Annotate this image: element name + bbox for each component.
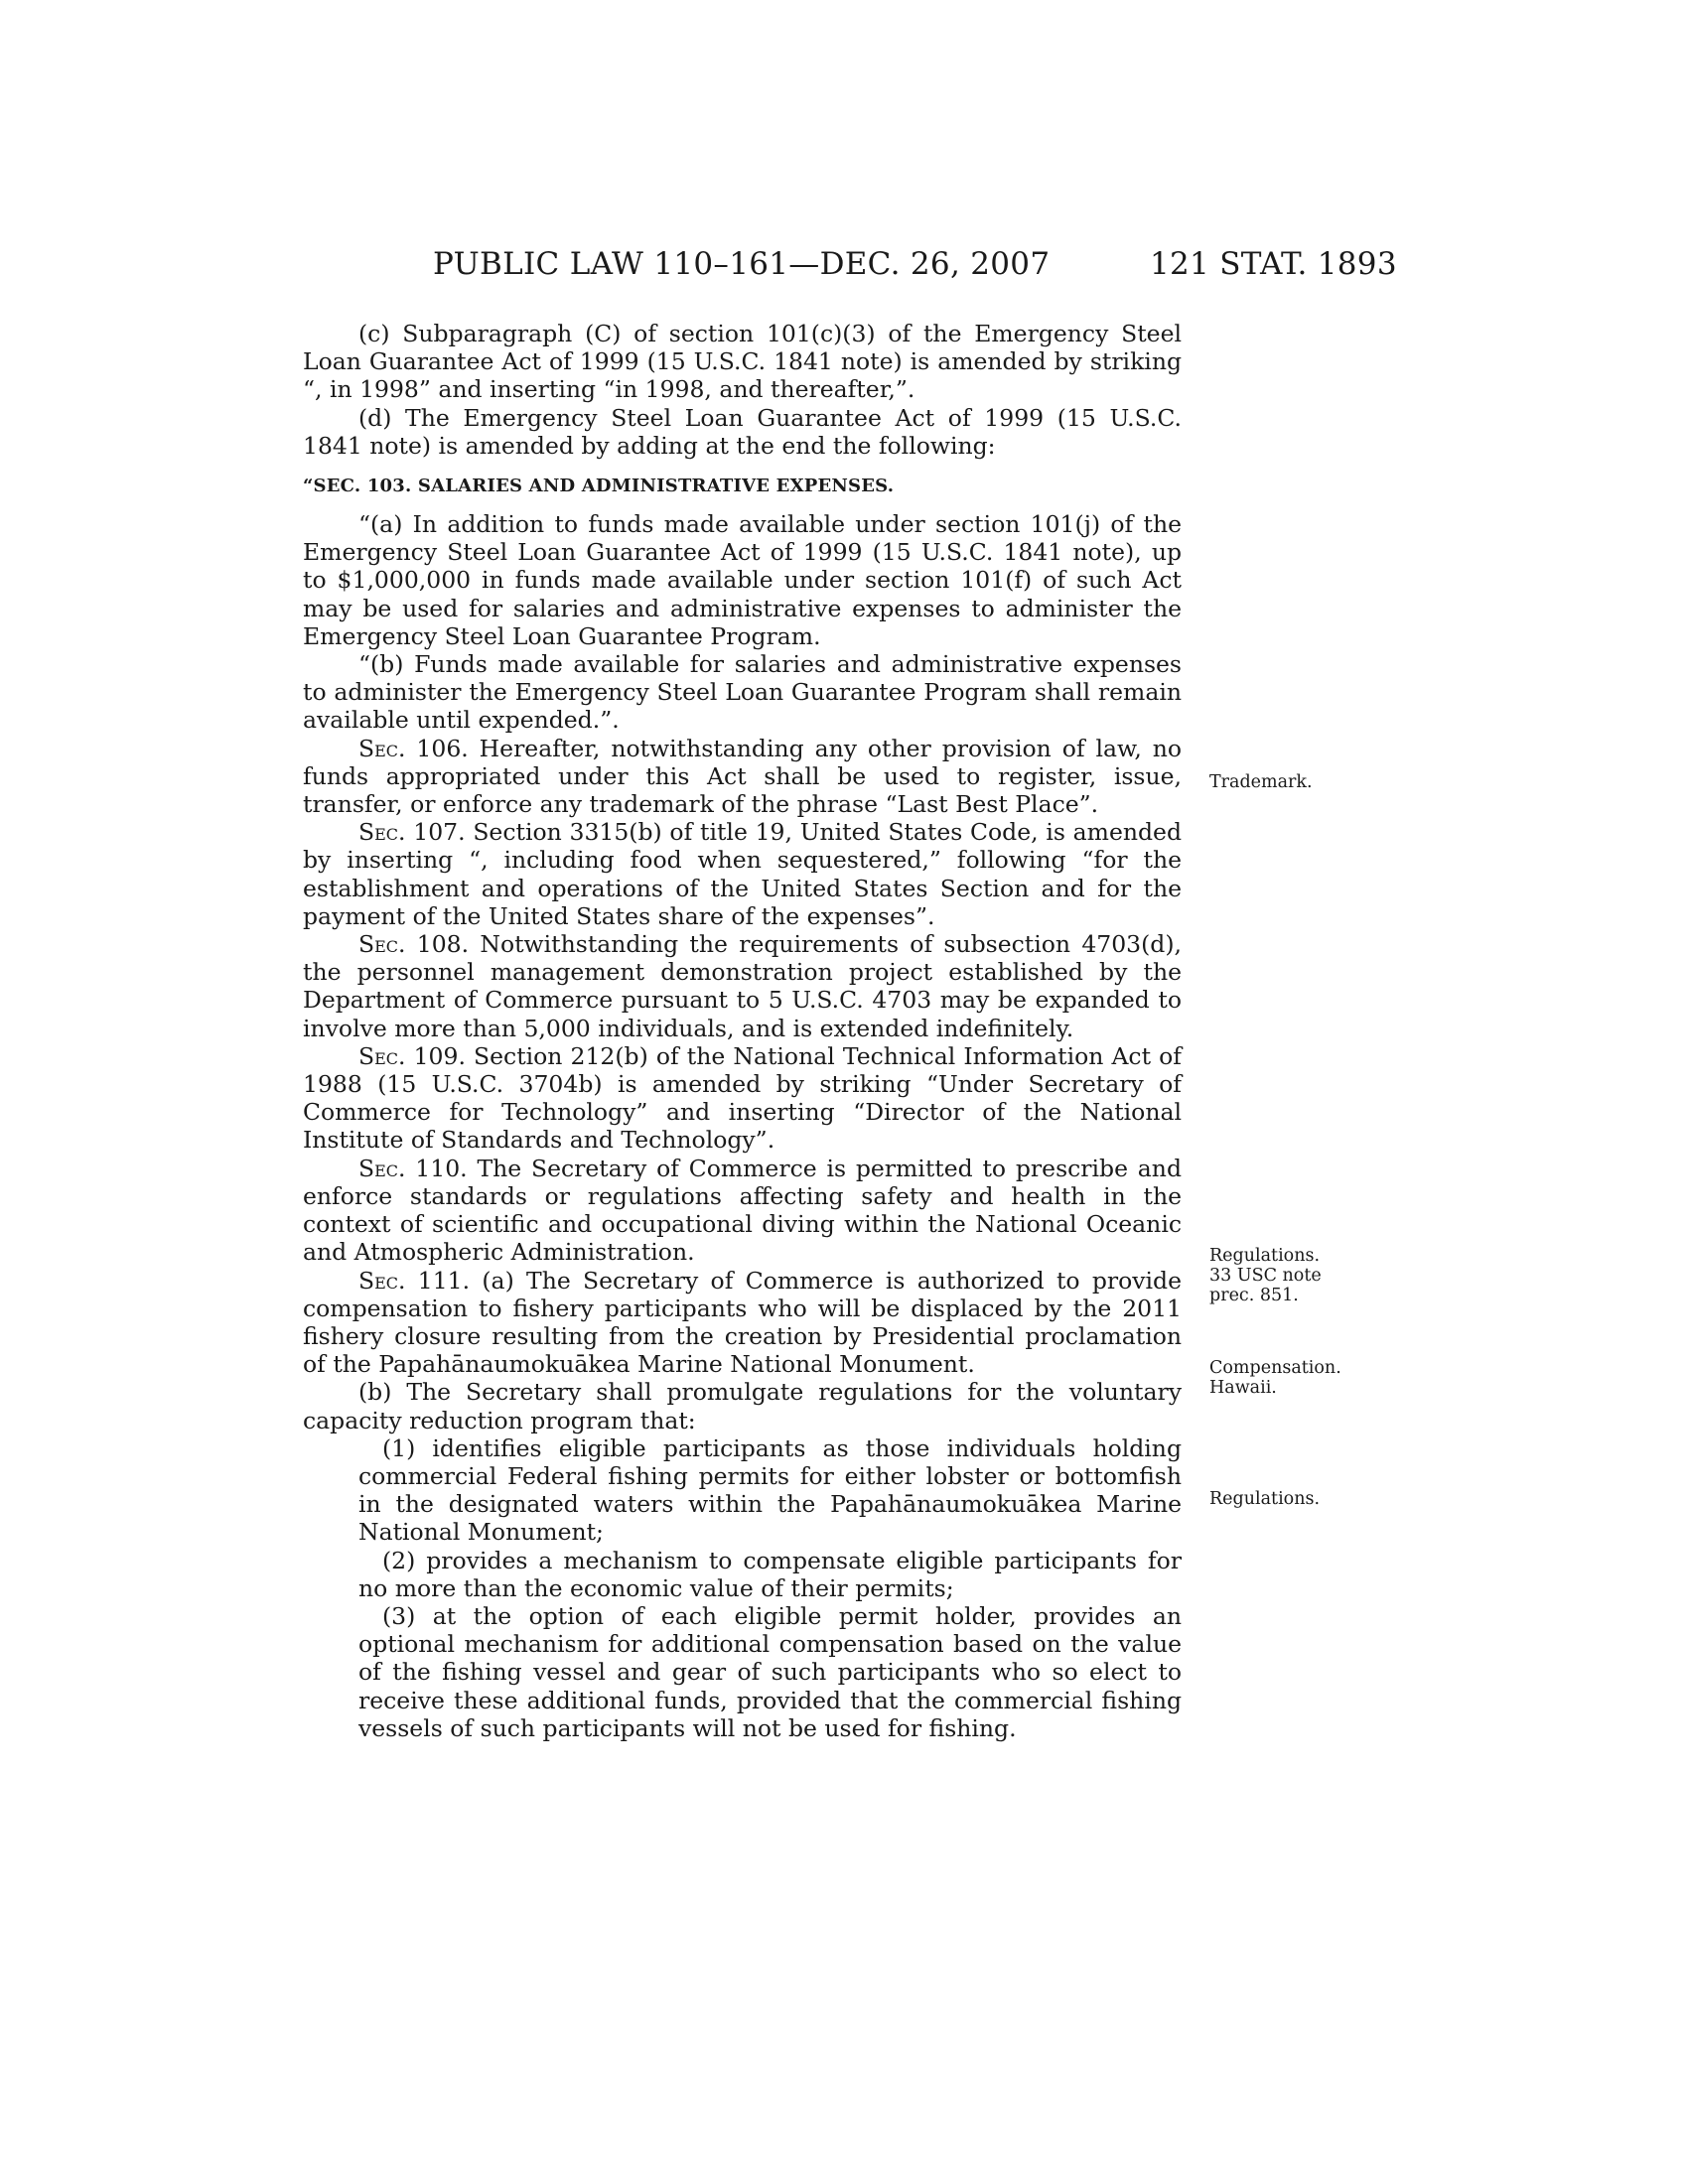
- list-item-3: (3) at the option of each eligible permit holder, provides an optional mechanism for additional compensation based on the value of the fishing vessel and gear of such participants who so elect to receive these additional funds, provided that the commercial fishing vessels of such participants will not be used for fishing.: [358, 1601, 1182, 1742]
- section-111-b: (b) The Secretary shall promulgate regulations for the voluntary capacity reduction program that:: [303, 1378, 1182, 1434]
- list-item-2: (2) provides a mechanism to compensate eligible participants for no more than the economic value of their permits;: [358, 1546, 1182, 1602]
- section-110-text: The Secretary of Commerce is permitted to prescribe and enforce standards or regulations affecting safety and health in the context of scientific and occupational diving within the National Oceanic and Atmospheric Administration.: [303, 1154, 1182, 1267]
- section-109-text: Section 212(b) of the National Technical Information Act of 1988 (15 U.S.C. 3704b) is amended by striking “Under Secretary of Commerce for Technology” and inserting “Director of the National Institute of Standards and Technology”.: [303, 1041, 1182, 1155]
- section-103-b: “(b) Funds made available for salaries and administrative expenses to administer the Emergency Steel Loan Guarantee Program shall remain available until expended.”.: [303, 650, 1182, 735]
- section-111-a: [303, 1267, 1182, 1379]
- section-110-label: Sec. 110.: [358, 1154, 468, 1182]
- section-103-a: “(a) In addition to funds made available under section 101(j) of the Emergency Steel Loan Guarantee Act of 1999 (15 U.S.C. 1841 note), up to $1,000,000 in funds made available under section 101(f) of such Act may be used for salaries and administrative expenses to administer the Emergency Steel Loan Guarantee Program.: [303, 510, 1182, 650]
- margin-note-regulations-1-label: Regulations.: [1209, 1246, 1321, 1266]
- section-106-text: Hereafter, notwithstanding any other provision of law, no funds appropriated under this Act shall be used to register, issue, transfer, or enforce any trademark of the phrase “Last Best Place”.: [303, 734, 1182, 819]
- section-103-heading: “SEC. 103. SALARIES AND ADMINISTRATIVE EXPENSES.: [303, 476, 895, 497]
- margin-note-usc-note-2: prec. 851.: [1209, 1286, 1299, 1305]
- section-107-label: Sec. 107.: [358, 818, 466, 847]
- document-body: [303, 320, 1182, 1742]
- section-108-text: Notwithstanding the requirements of subsection 4703(d), the personnel management demonstration project established by the Department of Commerce pursuant to 5 U.S.C. 4703 may be expanded to involve more than 5,000 individuals, and is extended indefinitely.: [303, 930, 1182, 1042]
- margin-note-compensation-label: Compensation.: [1209, 1358, 1341, 1378]
- section-108: [303, 930, 1182, 1042]
- page-header-stat: 121 STAT. 1893: [1150, 246, 1397, 282]
- paragraph-d: (d) The Emergency Steel Loan Guarantee Act of 1999 (15 U.S.C. 1841 note) is amended by adding at the end the following:: [303, 403, 1182, 460]
- margin-note-compensation: [1209, 1358, 1341, 1398]
- section-109: [303, 1042, 1182, 1155]
- section-107-text: Section 3315(b) of title 19, United States Code, is amended by inserting “, including food when sequestered,” following “for the establishment and operations of the United States Section and for the payment of the United States share of the expenses”.: [303, 818, 1182, 930]
- section-111-label: Sec. 111.: [358, 1266, 471, 1295]
- section-108-label: Sec. 108.: [358, 930, 470, 959]
- section-107: [303, 818, 1182, 930]
- paragraph-c: (c) Subparagraph (C) of section 101(c)(3) of the Emergency Steel Loan Guarantee Act of 1999 (15 U.S.C. 1841 note) is amended by striking “, in 1998” and inserting “in 1998, and thereafter,”.: [303, 320, 1182, 404]
- margin-note-regulations-1: [1209, 1246, 1322, 1305]
- section-111-a-text: (a) The Secretary of Commerce is authorized to provide compensation to fishery participants who will be displaced by the 2011 fishery closure resulting from the creation by Presidential proclamation of the Papahānaumokuākea Marine National Monument.: [303, 1266, 1182, 1379]
- margin-note-regulations-2: Regulations.: [1209, 1489, 1321, 1509]
- section-106: [303, 735, 1182, 819]
- section-106-label: Sec. 106.: [358, 734, 469, 762]
- section-109-label: Sec. 109.: [358, 1041, 466, 1070]
- margin-note-trademark: Trademark.: [1209, 772, 1313, 792]
- margin-note-hawaii: Hawaii.: [1209, 1378, 1277, 1398]
- list-item-1: (1) identifies eligible participants as those individuals holding commercial Federal fishing permits for either lobster or bottomfish in the designated waters within the Papahānaumokuākea Marine National Monument;: [358, 1433, 1182, 1547]
- page-header-title: PUBLIC LAW 110–161—DEC. 26, 2007: [433, 246, 1051, 282]
- section-110: [303, 1155, 1182, 1267]
- margin-note-usc-note-1: 33 USC note: [1209, 1266, 1322, 1286]
